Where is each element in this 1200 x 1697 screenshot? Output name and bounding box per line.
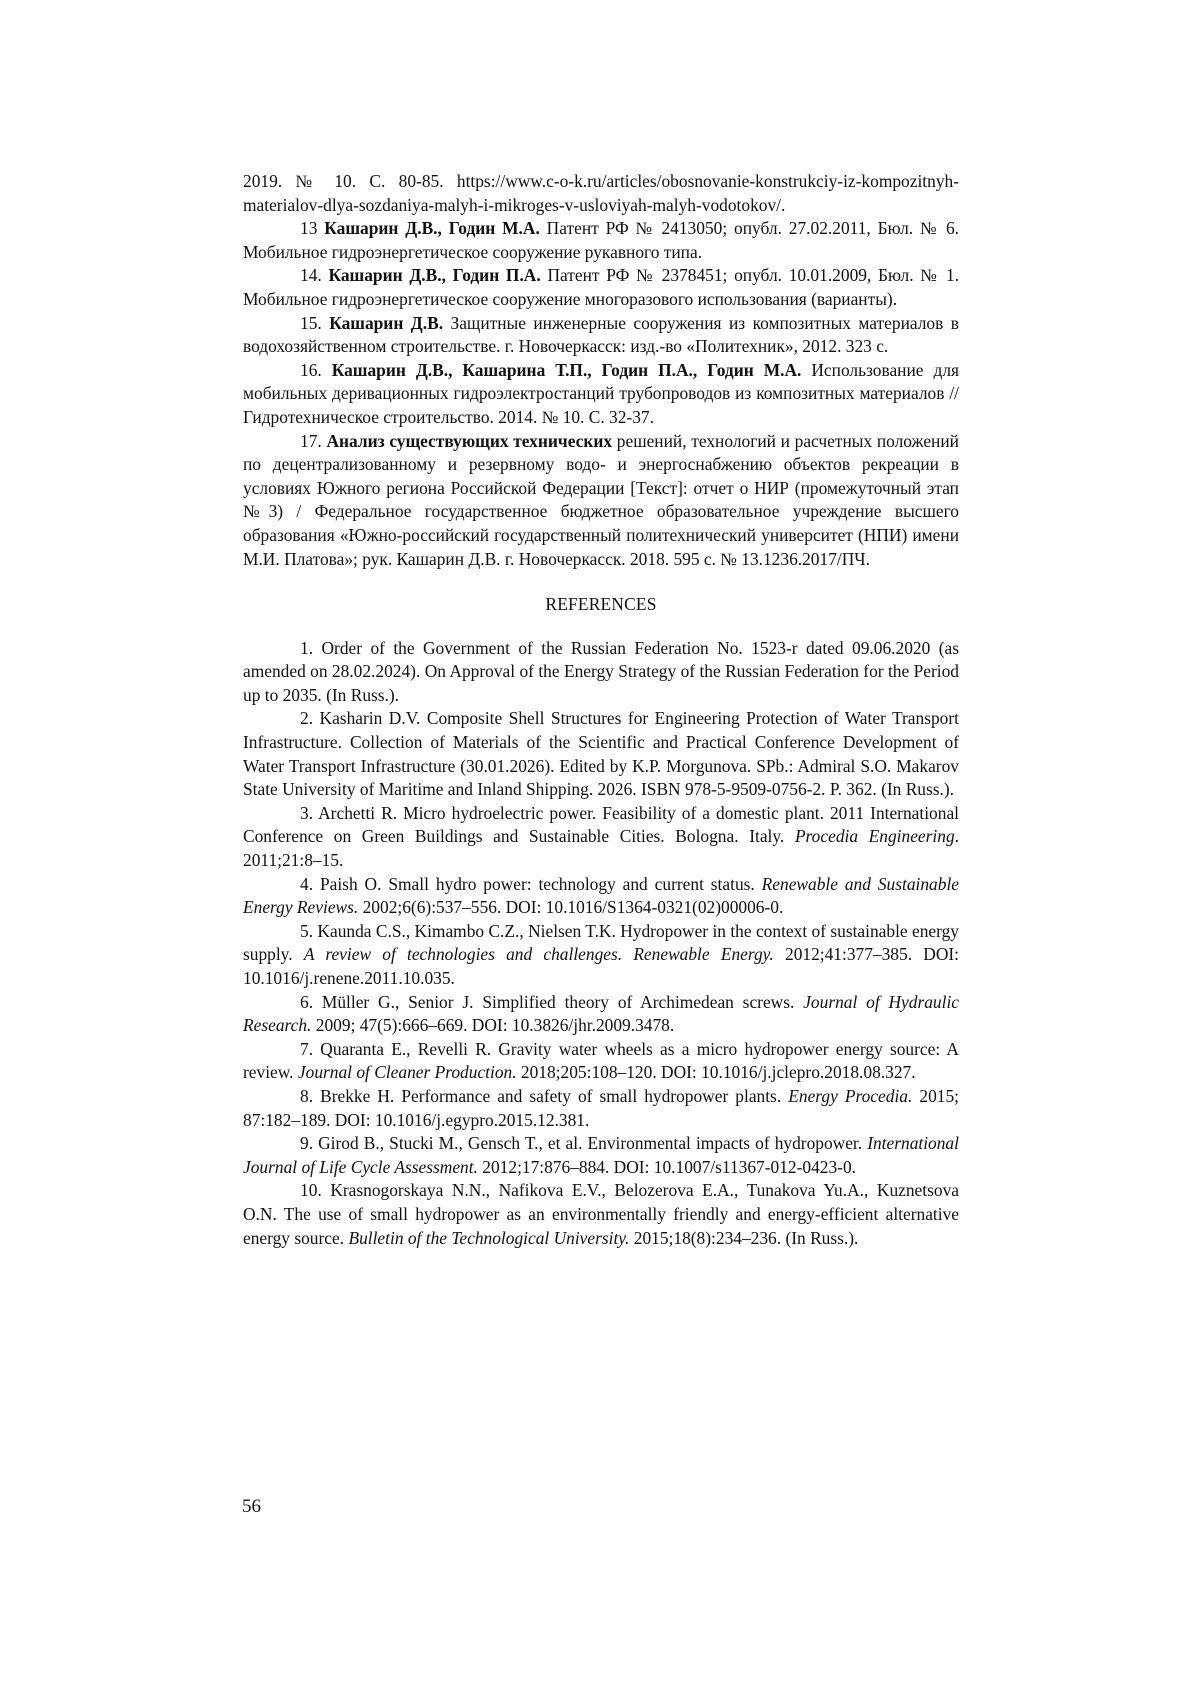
reference-number: 14. [300, 265, 322, 286]
reference-text: Защитные инженерные сооружения из композитных материалов в водохозяйственном строительстве. г. Новочеркасск: изд.-во «Политехник», 2012. 323 с. [243, 312, 959, 357]
reference-number: 2. [300, 708, 314, 729]
reference-authors: Кашарин Д.В., Кашарина Т.П., Годин П.А., Годин М.А. [331, 359, 802, 380]
reference-number: 6. [300, 991, 314, 1012]
reference-number: 4. [300, 873, 314, 894]
reference-text: решений, технологий и расчетных положений по децентрализованному и резервному водо- и энергоснабжению объектов рекреации в условиях Южного региона Российской Федерации [Текст]: отчет о НИР (промежуточный этап №3) / Федеральное государственное бюджетное образовательное учреждение высшего образования «Южно-российский государственный политехнический университет (НПИ) имени М.И. Платова»; рук. Кашарин Д.В. г. Новочеркасск. 2018. 595 с. № 13.1236.2017/ПЧ. [243, 430, 959, 569]
reference-details: 2012;17:876–884. DOI: 10.1007/s11367-012-0423-0. [482, 1156, 857, 1177]
page-number: 56 [242, 1496, 261, 1517]
reference-item [243, 1179, 959, 1250]
reference-details: 2018;205:108–120. DOI: 10.1016/j.jclepro.2018.08.327. [520, 1062, 916, 1083]
reference-details: 2009; 47(5):666–669. DOI: 10.3826/jhr.2009.3478. [315, 1015, 675, 1036]
reference-text: Paish O. Small hydro power: technology and current status. [319, 873, 755, 894]
reference-number: 15. [300, 312, 322, 333]
reference-item [243, 1132, 959, 1179]
reference-text: Brekke H. Performance and safety of small hydropower plants. [320, 1085, 782, 1106]
reference-item [243, 430, 959, 572]
reference-number: 9. [300, 1133, 314, 1154]
reference-text: Kasharin D.V. Composite Shell Structures for Engineering Protection of Water Transport Infrastructure. Collection of Materials of the Scientific and Practical Conference Development of Water Transport Infrastructure (30.01.2026). Edited by K.P. Morgunova. SPb.: Admiral S.O. Makarov State University of Maritime and Inland Shipping. 2026. ISBN 978-5-9509-0756-2. P. 362. (In Russ.). [243, 708, 959, 800]
reference-authors: Кашарин Д.В., Годин П.А. [328, 265, 541, 286]
reference-item [243, 359, 959, 430]
reference-text: Патент РФ № 2413050; опубл. 27.02.2011, Бюл. № 6. Мобильное гидроэнергетическое сооружение рукавного типа. [243, 218, 959, 262]
reference-text: Order of the Government of the Russian Federation No. 1523-r dated 09.06.2020 (as amended on 28.02.2024). On Approval of the Energy Strategy of the Russian Federation for the Period up to 2035. (In Russ.). [243, 637, 959, 705]
reference-item [243, 873, 959, 920]
reference-authors: Кашарин Д.В., Годин М.А. [324, 218, 540, 239]
reference-text: Quaranta E., Revelli R. Gravity water wheels as a micro hydropower energy source: A review. [243, 1038, 959, 1083]
reference-item [243, 312, 959, 359]
reference-details: 2015;18(8):234–236. (In Russ.). [633, 1227, 859, 1248]
reference-number: 3. [300, 802, 314, 823]
reference-journal: Bulletin of the Technological University. [348, 1227, 630, 1248]
reference-item [243, 1085, 959, 1132]
reference-text: Использование для мобильных деривационных гидроэлектростанций трубопроводов из композитных материалов // Гидротехническое строительство. 2014. № 10. С. 32-37. [243, 359, 959, 427]
reference-text: Kaunda C.S., Kimambo C.Z., Nielsen T.K. Hydropower in the context of sustainable energy supply. [243, 920, 959, 965]
reference-number: 17. [300, 430, 322, 451]
reference-text: Патент РФ № 2378451; опубл. 10.01.2009, Бюл. № 1. Мобильное гидроэнергетическое сооружение многоразового использования (варианты). [243, 265, 959, 309]
reference-item [243, 217, 959, 264]
reference-journal: International Journal of Life Cycle Assessment. [243, 1133, 959, 1177]
reference-item [243, 991, 959, 1038]
reference-authors: Анализ существующих технических [326, 430, 613, 451]
reference-details: 2012;41:377–385. DOI: 10.1016/j.renene.2011.10.035. [243, 944, 959, 988]
reference-journal: Procedia Engineering [794, 826, 955, 847]
reference-item [243, 707, 959, 801]
reference-journal: Renewable and Sustainable Energy Reviews. [243, 873, 960, 918]
reference-details: 2015; 87:182–189. DOI: 10.1016/j.egypro.2015.12.381. [243, 1085, 960, 1130]
reference-item [243, 1038, 959, 1085]
reference-number: 1. [300, 637, 314, 658]
reference-item [243, 264, 959, 311]
reference-journal: A review of technologies and challenges. Renewable Energy. [303, 944, 774, 965]
reference-authors: Кашарин Д.В. [329, 312, 444, 333]
reference-details: 2002;6(6):537–556. DOI: 10.1016/S1364-0321(02)00006-0. [362, 897, 784, 918]
text-column [243, 170, 959, 1250]
reference-text: Girod B., Stucki M., Gensch T., et al. Environmental impacts of hydropower. [318, 1133, 863, 1154]
reference-details: . 2011;21:8–15. [243, 826, 959, 871]
reference-continuation: 2019. № 10. С. 80-85. https://www.c-o-k.ru/articles/obosnovanie-konstrukciy-iz-kompozitnyh-materialov-dlya-sozdaniya-malyh-i-mikroges-v-usloviyah-malyh-vodotokov/. [243, 171, 959, 215]
reference-journal: Journal of Cleaner Production. [297, 1062, 517, 1083]
reference-journal: Journal of Hydraulic Research. [243, 991, 960, 1036]
reference-number: 7. [300, 1038, 314, 1059]
reference-text: Archetti R. Micro hydroelectric power. Feasibility of a domestic plant. 2011 International Conference on Green Buildings and Sustainable Cities. Bologna. Italy. [243, 802, 959, 847]
reference-item [243, 637, 959, 708]
reference-journal: Energy Procedia. [788, 1085, 913, 1106]
reference-number: 13 [300, 218, 318, 239]
reference-number: 8. [300, 1085, 314, 1106]
reference-number: 16. [300, 359, 322, 380]
reference-number: 5. [300, 920, 314, 941]
reference-number: 10. [300, 1180, 322, 1201]
references-heading: REFERENCES [545, 594, 657, 615]
reference-text: Krasnogorskaya N.N., Nafikova E.V., Belozerova E.A., Tunakova Yu.A., Kuznetsova O.N. The use of small hydropower as an environmentally friendly and energy-efficient alternative energy source. [243, 1180, 959, 1248]
reference-item [243, 802, 959, 873]
reference-text: Müller G., Senior J. Simplified theory of Archimedean screws. [321, 991, 795, 1012]
reference-item [243, 920, 959, 991]
